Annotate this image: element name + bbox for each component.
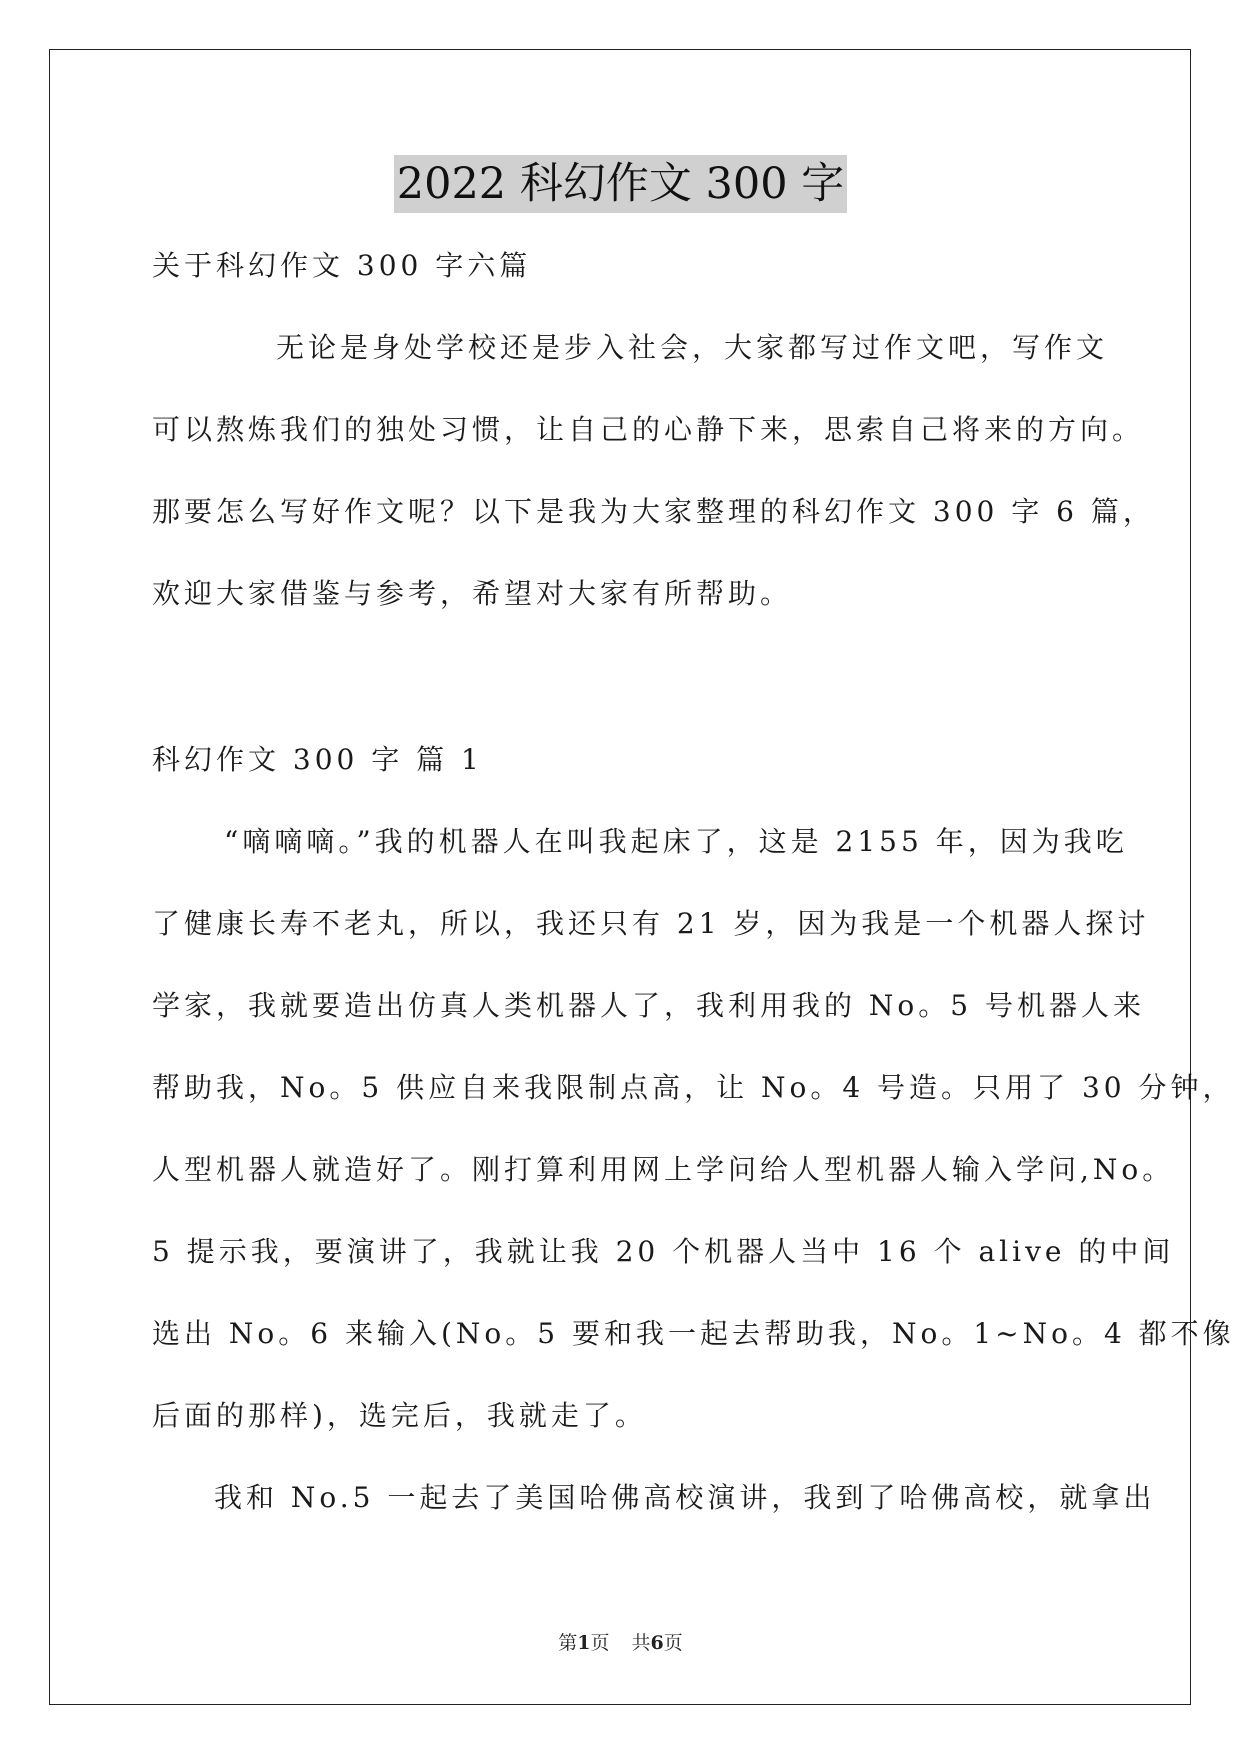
paragraph-line: 我和 No.5 一起去了美国哈佛高校演讲，我到了哈佛高校，就拿出 [214,1481,1156,1514]
intro-line: 欢迎大家借鉴与参考，希望对大家有所帮助。 [152,577,793,610]
page-total-number: 6 [650,1632,664,1654]
intro-line: 可以熬炼我们的独处习惯，让自己的心静下来，思索自己将来的方向。 [152,413,1145,446]
paragraph-line: 后面的那样)，选完后，我就走了。 [152,1399,647,1432]
title-container [0,155,1241,213]
document-subtitle: 关于科幻作文 300 字六篇 [152,249,532,282]
section-spacer [152,635,1092,719]
page-label-prefix: 第 [558,1632,578,1654]
document-title: 2022 科幻作文 300 字 [394,155,848,213]
section-heading: 科幻作文 300 字 篇 1 [152,743,483,776]
intro-line: 无论是身处学校还是步入社会，大家都写过作文吧，写作文 [276,331,1109,364]
paragraph-line: 帮助我，No。5 供应自来我限制点高，让 No。4 号造。只用了 30 分钟， [152,1071,1235,1104]
total-label-prefix: 共 [631,1632,651,1654]
paragraph-line: 了健康长寿不老丸，所以，我还只有 21 岁，因为我是一个机器人探讨 [152,907,1150,940]
paragraph-line: 学家，我就要造出仿真人类机器人了，我利用我的 No。5 号机器人来 [152,989,1145,1022]
page-current-number: 1 [577,1632,591,1654]
paragraph-line: 选出 No。6 来输入(No。5 要和我一起去帮助我，No。1~No。4 都不像 [152,1317,1235,1350]
paragraph-line: 5 提示我，要演讲了，我就让我 20 个机器人当中 16 个 alive 的中间 [152,1235,1175,1268]
paragraph-line: “嘀嘀嘀。”我的机器人在叫我起床了，这是 2155 年，因为我吃 [224,825,1128,858]
intro-line: 那要怎么写好作文呢？以下是我为大家整理的科幻作文 300 字 6 篇， [152,495,1155,528]
document-body [152,225,1235,1539]
paragraph-line: 人型机器人就造好了。刚打算利用网上学问给人型机器人输入学问,No。 [152,1153,1175,1186]
page-footer [0,1628,1241,1655]
total-label-suffix: 页 [663,1632,683,1654]
page-label-suffix: 页 [590,1632,610,1654]
